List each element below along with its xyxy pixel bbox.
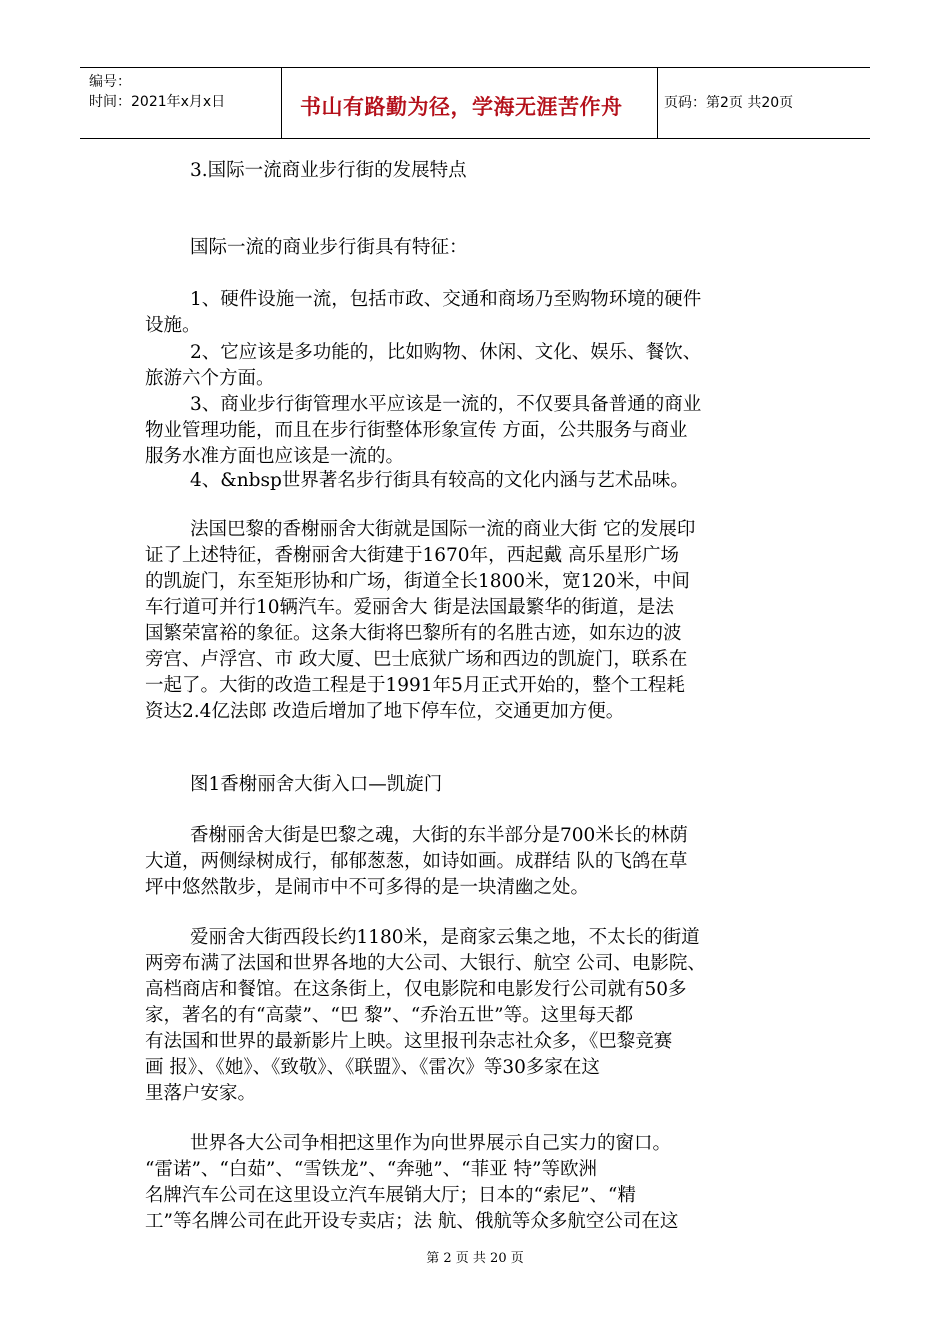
feature-3-line-3: 服务水准方面也应该是一流的。 <box>145 446 405 467</box>
header-motto: 书山有路勤为径，学海无涯苦作舟 <box>300 95 623 119</box>
soul-line-2: 大道，两侧绿树成行，郁郁葱葱，如诗如画。成群结 队的飞鸽在草 <box>145 851 688 872</box>
west-line-1: 爱丽舍大街西段长约1180米，是商家云集之地，不太长的街道 <box>190 927 700 948</box>
paris-line-6: 旁宫、卢浮宫、市 政大厦、巴士底狱广场和西边的凯旋门，联系在 <box>145 649 688 670</box>
page-footer: 第 2 页 共 20 页 <box>426 1251 524 1266</box>
intro-text: 国际一流的商业步行街具有特征： <box>190 237 468 258</box>
west-line-7: 里落户安家。 <box>145 1083 257 1104</box>
west-line-5: 有法国和世界的最新影片上映。这里报刊杂志社众多，《巴黎竞赛 <box>145 1031 673 1052</box>
west-line-3: 高档商店和餐馆。在这条街上，仅电影院和电影发行公司就有50多 <box>145 979 687 1000</box>
feature-3-line-1: 3、商业步行街管理水平应该是一流的，不仅要具备普通的商业 <box>190 394 702 415</box>
section-title: 3.国际一流商业步行街的发展特点 <box>190 160 467 181</box>
feature-2-line-1: 2、它应该是多功能的，比如购物、休闲、文化、娱乐、餐饮、 <box>190 342 702 363</box>
paris-line-2: 证了上述特征，香榭丽舍大街建于1670年，西起戴 高乐星形广场 <box>145 545 679 566</box>
paris-line-7: 一起了。大街的改造工程是于1991年5月正式开始的，整个工程耗 <box>145 675 685 696</box>
paris-line-5: 国繁荣富裕的象征。这条大街将巴黎所有的名胜古迹，如东边的波 <box>145 623 682 644</box>
feature-1-line-2: 设施。 <box>145 315 201 336</box>
companies-line-1: 世界各大公司争相把这里作为向世界展示自己实力的窗口。 <box>190 1133 672 1154</box>
document-time-label: 时间：2021年x月x日 <box>89 94 226 110</box>
header-meta-cell <box>80 68 282 138</box>
west-line-2: 两旁布满了法国和世界各地的大公司、大银行、航空 公司、电影院、 <box>145 953 706 974</box>
companies-line-3: 名牌汽车公司在这里设立汽车展销大厅；日本的“索尼”、“精 <box>145 1185 636 1206</box>
west-line-4: 家，著名的有“高蒙”、“巴 黎”、“乔治五世”等。这里每天都 <box>145 1005 634 1026</box>
paris-line-3: 的凯旋门，东至矩形协和广场，街道全长1800米，宽120米，中间 <box>145 571 690 592</box>
soul-line-1: 香榭丽舍大街是巴黎之魂，大街的东半部分是700米长的林荫 <box>190 825 688 846</box>
header-page-info: 页码：第2页 共20页 <box>664 95 794 111</box>
document-number-label: 编号： <box>89 74 131 90</box>
feature-2-line-2: 旅游六个方面。 <box>145 368 275 389</box>
paris-line-8: 资达2.4亿法郎 改造后增加了地下停车位，交通更加方便。 <box>145 701 625 722</box>
feature-3-line-2: 物业管理功能，而且在步行街整体形象宣传 方面，公共服务与商业 <box>145 420 688 441</box>
paris-line-4: 车行道可并行10辆汽车。爱丽舍大 街是法国最繁华的街道，是法 <box>145 597 674 618</box>
feature-1-line-1: 1、硬件设施一流，包括市政、交通和商场乃至购物环境的硬件 <box>190 289 702 310</box>
paris-line-1: 法国巴黎的香榭丽舍大街就是国际一流的商业大街 它的发展印 <box>190 519 696 540</box>
companies-line-2: “雷诺”、“白茹”、“雪铁龙”、“奔驰”、“菲亚 特”等欧洲 <box>145 1159 597 1180</box>
header-motto-cell <box>283 68 658 138</box>
soul-line-3: 坪中悠然散步，是闹市中不可多得的是一块清幽之处。 <box>145 877 590 898</box>
feature-4-line-1: 4、&nbsp世界著名步行街具有较高的文化内涵与艺术品味。 <box>190 470 689 491</box>
companies-line-4: 工”等名牌公司在此开设专卖店；法 航、俄航等众多航空公司在这 <box>145 1211 679 1232</box>
west-line-6: 画 报》、《她》、《致敬》、《联盟》、《雷次》等30多家在这 <box>145 1057 600 1078</box>
page-header <box>80 67 870 139</box>
figure-caption: 图1香榭丽舍大街入口—凯旋门 <box>190 774 443 795</box>
